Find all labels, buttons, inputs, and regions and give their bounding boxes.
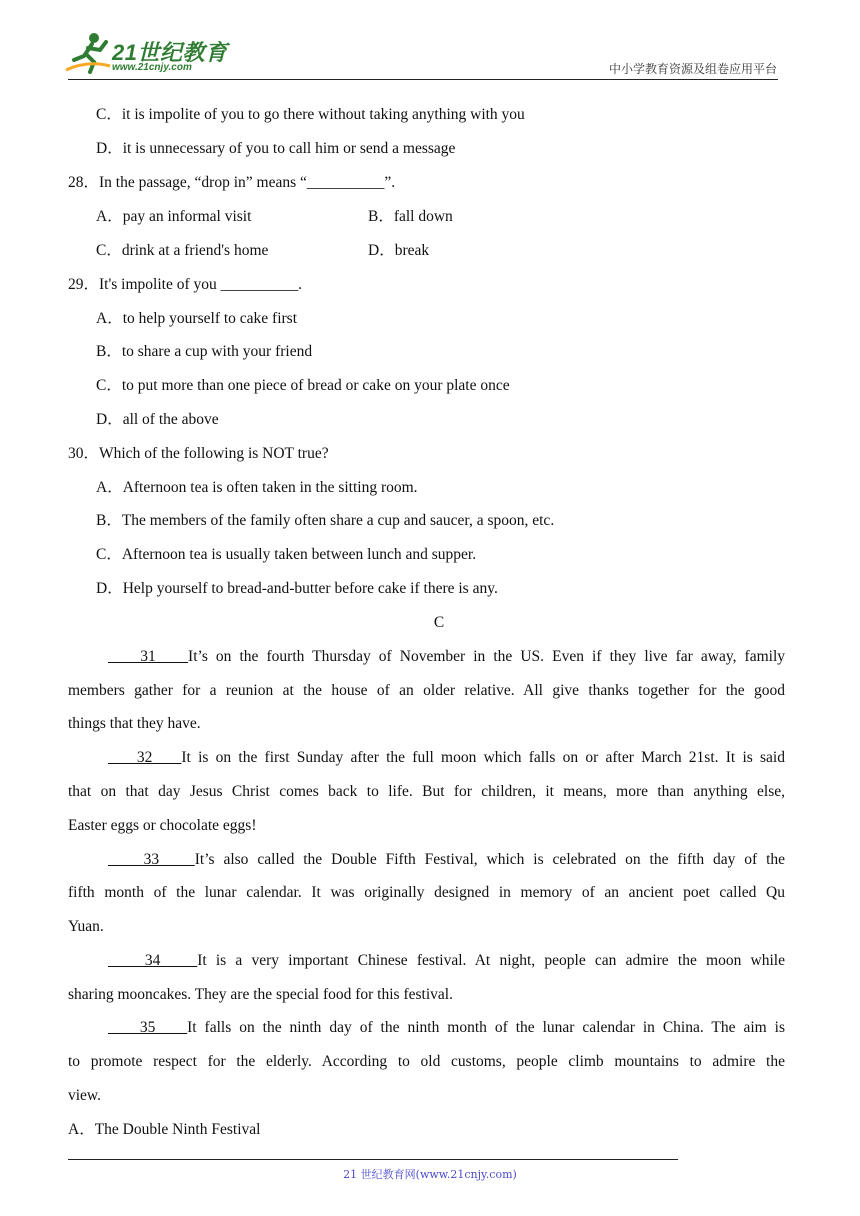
q29-stem: 29．It's impolite of you __________. <box>68 276 302 293</box>
q28-stem: 28．In the passage, “drop in” means “__________”. <box>68 174 396 191</box>
header-divider <box>68 79 778 80</box>
q28-option-c: C．drink at a friend's home <box>96 242 269 259</box>
p34-line-2: sharing mooncakes. They are the special food for this festival. <box>68 986 453 1003</box>
q30-option-c: C．Afternoon tea is usually taken between lunch and supper. <box>96 546 477 563</box>
q29-option-a: A．to help yourself to cake first <box>96 310 298 327</box>
footer-text: 21 世纪教育网(www.21cnjy.com) <box>343 1168 517 1181</box>
p33-line-2: fifth month of the lunar calendar. It was originally designed in memory of an ancient poet called Qu <box>68 884 785 901</box>
p31-line-3: things that they have. <box>68 715 201 732</box>
p31-line-1: 31 It’s on the fourth Thursday of November in the US. Even if they live far away, family <box>108 648 785 665</box>
p32-line-2: that on that day Jesus Christ comes back to life. But for children, it means, more than anything else, <box>68 783 785 800</box>
p35-line-1: 35 It falls on the ninth day of the ninth month of the lunar calendar in China. The aim is <box>108 1019 785 1036</box>
q28-option-d: D．break <box>368 242 430 259</box>
p31-line-2: members gather for a reunion at the house of an older relative. All give thanks together for the good <box>68 682 785 699</box>
blank-35: 35 <box>108 1019 188 1036</box>
q27-option-c: C．it is impolite of you to go there without taking anything with you <box>96 106 525 123</box>
p34-line-1: 34 It is a very important Chinese festival. At night, people can admire the moon while <box>108 952 785 969</box>
p33-line-1: 33 It’s also called the Double Fifth Festival, which is celebrated on the fifth day of the <box>108 851 786 868</box>
blank-34: 34 <box>108 952 198 969</box>
q30-stem: 30．Which of the following is NOT true? <box>68 445 329 462</box>
q30-option-a: A．Afternoon tea is often taken in the sitting room. <box>96 479 418 496</box>
header-platform-text: 中小学教育资源及组卷应用平台 <box>608 62 777 76</box>
q28-option-a: A．pay an informal visit <box>96 208 252 225</box>
festival-option-a: A．The Double Ninth Festival <box>68 1121 261 1138</box>
p33-line-3: Yuan. <box>68 918 104 935</box>
q27-option-d: D．it is unnecessary of you to call him or send a message <box>96 140 456 157</box>
q30-option-d: D．Help yourself to bread-and-butter before cake if there is any. <box>96 580 498 597</box>
p35-line-3: view. <box>68 1087 101 1104</box>
blank-33: 33 <box>108 851 195 868</box>
logo <box>64 30 234 78</box>
blank-31: 31 <box>108 648 189 665</box>
q28-option-b: B．fall down <box>368 208 453 225</box>
runner-logo-icon <box>64 30 112 76</box>
footer-divider <box>68 1159 678 1160</box>
q29-option-b: B．to share a cup with your friend <box>96 343 313 360</box>
q30-option-b: B．The members of the family often share a cup and saucer, a spoon, etc. <box>96 512 555 529</box>
p32-line-1: 32 It is on the first Sunday after the full moon which falls on or after March 21st. It is said <box>108 749 785 766</box>
page-header <box>0 0 860 82</box>
q29-option-d: D．all of the above <box>96 411 219 428</box>
p35-line-2: to promote respect for the elderly. According to old customs, people climb mountains to admire the <box>68 1053 785 1070</box>
logo-text: 21世纪教育 <box>112 40 228 65</box>
section-heading: C <box>433 614 445 631</box>
blank-32: 32 <box>108 749 182 766</box>
q29-option-c: C．to put more than one piece of bread or cake on your plate once <box>96 377 510 394</box>
p32-line-3: Easter eggs or chocolate eggs! <box>68 817 257 834</box>
logo-url: www.21cnjy.com <box>112 62 192 73</box>
